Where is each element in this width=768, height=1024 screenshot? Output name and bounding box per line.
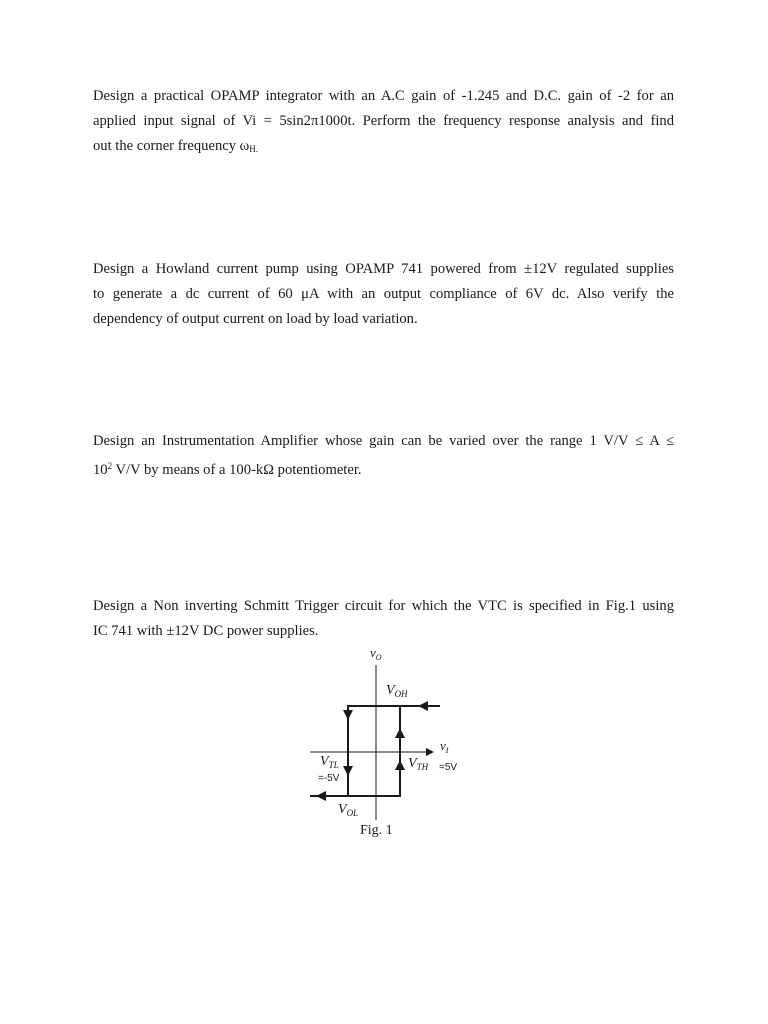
question-integrator xyxy=(93,84,674,162)
q3-line-2 xyxy=(93,454,674,483)
vi-label: $v_I$ xyxy=(440,738,449,755)
q4-line-2: IC 741 with ±12V DC power supplies. xyxy=(93,623,319,639)
q1-line-2: applied input signal of Vi = 5sin2π1000t. Perform the frequency response analysis and find xyxy=(93,113,674,129)
q3-superscript: 2 xyxy=(107,461,113,471)
vtl-label: $V_{TL}$ xyxy=(320,754,339,770)
left-edge-arrow-bottom xyxy=(343,766,353,776)
vtc-figure xyxy=(300,640,475,845)
q1-line-3-text: out the corner frequency ω xyxy=(93,138,250,154)
q1-line-1: Design a practical OPAMP integrator with an A.C gain of -1.245 and D.C. gain of -2 for an xyxy=(93,88,674,104)
vth-value: =5V xyxy=(439,762,458,773)
vth-label: $V_{TH}$ xyxy=(408,756,429,772)
voh-arrow xyxy=(418,701,428,711)
question-schmitt xyxy=(93,594,674,644)
hysteresis-loop xyxy=(348,706,400,796)
q2-line-2: to generate a dc current of 60 μA with an output compliance of 6V dc. Also verify the xyxy=(93,286,674,302)
right-edge-arrow-top xyxy=(395,728,405,738)
question-howland xyxy=(93,257,674,332)
q2-line-1: Design a Howland current pump using OPAMP 741 powered from ±12V regulated supplies xyxy=(93,261,674,277)
q3-line-1: Design an Instrumentation Amplifier whose gain can be varied over the range 1 V/V ≤ A ≤ xyxy=(93,433,674,449)
vol-label: $V_{OL}$ xyxy=(338,802,359,818)
vtl-value: =-5V xyxy=(318,773,340,784)
q3-line-2-rest: V/V by means of a 100-kΩ potentiometer. xyxy=(112,462,362,478)
left-edge-arrow-top xyxy=(343,710,353,720)
voh-label: $V_{OH}$ xyxy=(386,683,408,699)
figure-caption: Fig. 1 xyxy=(360,823,393,838)
vtc-diagram xyxy=(300,640,475,845)
q3-line-2-base: 10 xyxy=(93,462,108,478)
question-instrumentation xyxy=(93,429,674,483)
q1-subscript: H. xyxy=(249,144,259,154)
vo-label: $v_O$ xyxy=(370,645,382,662)
vol-arrow xyxy=(316,791,326,801)
right-edge-arrow-bottom xyxy=(395,760,405,770)
q4-line-1: Design a Non inverting Schmitt Trigger circuit for which the VTC is specified in Fig.1 using xyxy=(93,598,674,614)
q1-line-3 xyxy=(93,134,674,162)
q2-line-3: dependency of output current on load by load variation. xyxy=(93,311,418,327)
